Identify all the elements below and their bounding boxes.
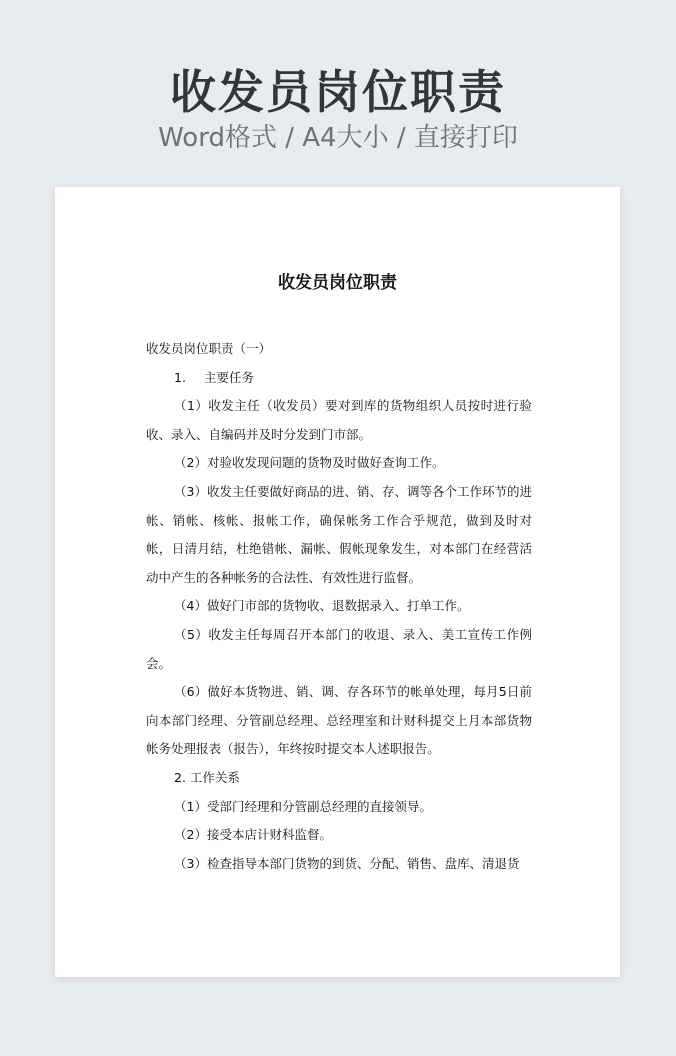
banner-title: 收发员岗位职责 [170,65,506,119]
list-label: 主要任务 [204,369,255,385]
section-heading: 收发员岗位职责（一） [146,341,272,356]
list-item-heading [146,364,532,393]
paragraph: （1）受部门经理和分管副总经理的直接领导。 [174,798,432,814]
paragraph: （5）收发主任每周召开本部门的收退、录入、美工宣传工作例会。 [146,626,532,671]
paragraph: （3）检查指导本部门货物的到货、分配、销售、盘库、清退货 [174,855,520,871]
banner-subtitle: Word格式 / A4大小 / 直接打印 [158,123,518,153]
list-item-heading: 2. 工作关系 [174,769,240,785]
document-body [146,335,532,878]
paragraph: （2）对验收发现问题的货物及时做好查询工作。 [174,455,445,471]
paragraph: （1）收发主任（收发员）要对到库的货物组织人员按时进行验收、录入、自编码并及时分发到门市部。 [146,398,532,442]
list-number: 1. [174,369,186,385]
document-title: 收发员岗位职责 [278,273,397,293]
paragraph: （4）做好门市部的货物收、退数据录入、打单工作。 [174,598,470,614]
document-page [55,187,620,977]
paragraph: （2）接受本店计财科监督。 [174,827,332,843]
paragraph: （6）做好本货物进、销、调、存各环节的帐单处理，每月5日前向本部门经理、分管副总经理、总经理室和计财科提交上月本部货物帐务处理报表（报告），年终按时提交本人述职报告。 [146,684,532,757]
paragraph: （3）收发主任要做好商品的进、销、存、调等各个工作环节的进帐、销帐、核帐、报帐工作，确保帐务工作合乎规范，做到及时对帐，日清月结，杜绝错帐、漏帐、假帐现象发生，对本部门在经营活动中产生的各种帐务的合法性、有效性进行监督。 [146,483,532,585]
